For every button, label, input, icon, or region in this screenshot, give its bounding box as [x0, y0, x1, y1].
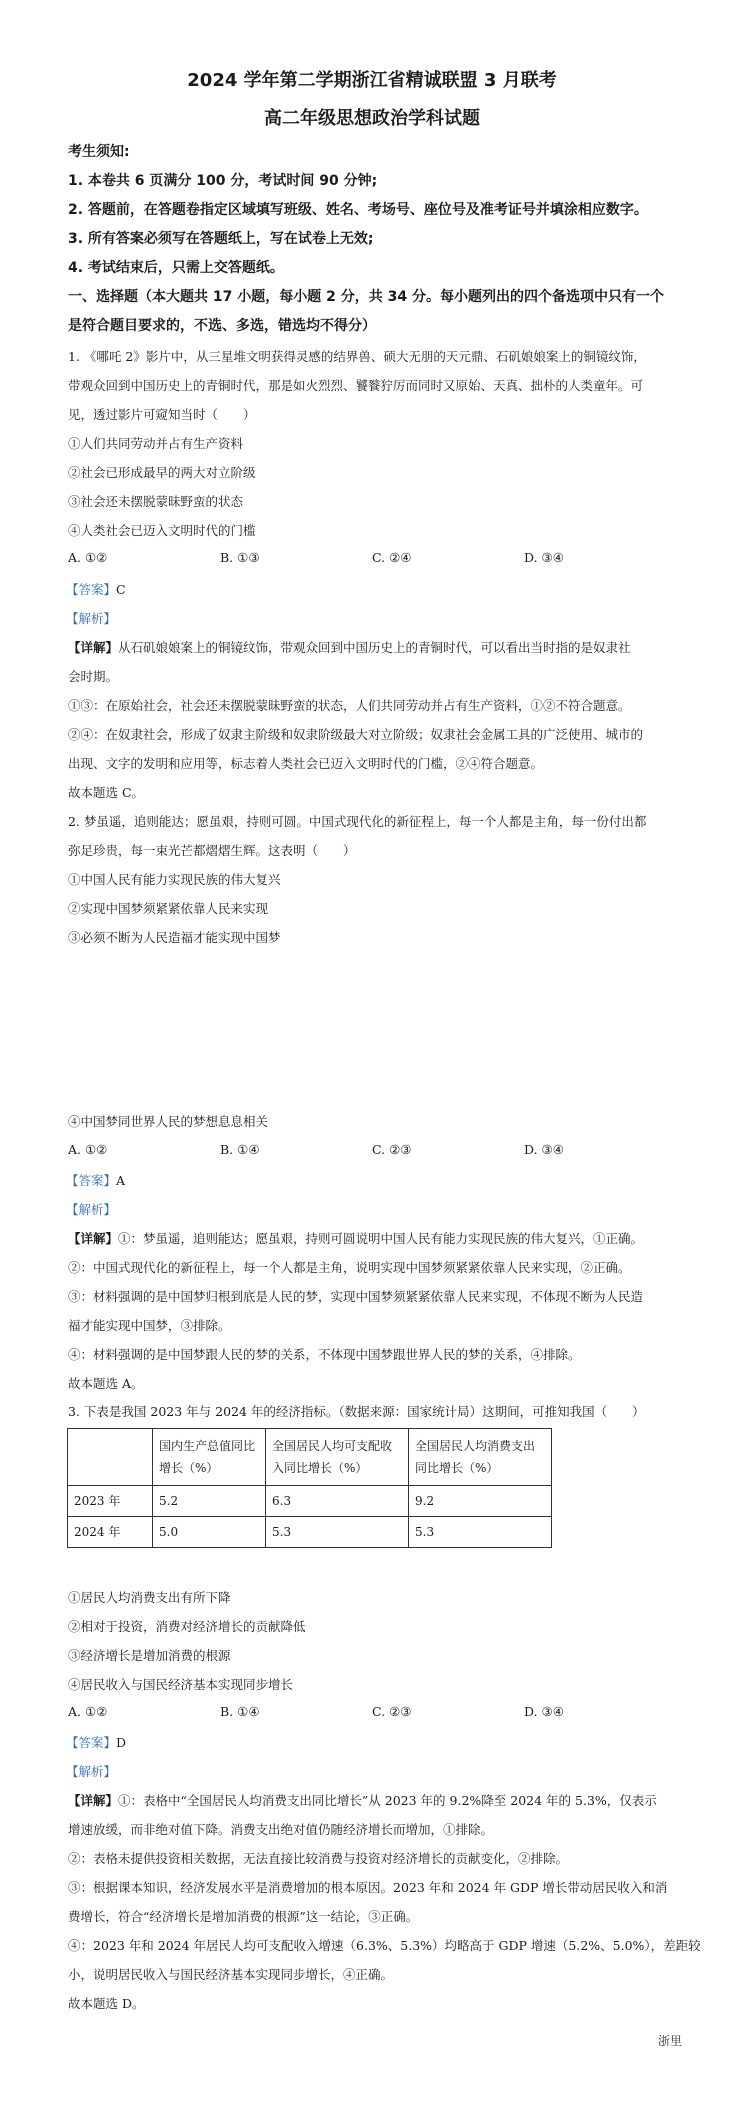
answer-value: C: [116, 582, 126, 597]
q1-answer: [66, 580, 126, 598]
answer-value: A: [116, 1173, 126, 1188]
q3-option-c: C. ②③: [372, 1704, 412, 1719]
table-row: [68, 1517, 552, 1548]
detail-text: 从石矶娘娘案上的铜镜纹饰，带观众回到中国历史上的青铜时代，可以看出当时指的是奴隶社: [118, 640, 631, 655]
q2-stem: 弥足珍贵，每一束光芒都熠熠生辉。这表明（ ）: [68, 843, 356, 858]
section-heading-cont: 是符合题目要求的，不选、多选，错选均不得分）: [68, 318, 376, 334]
q3-detail: 故本题选 D。: [68, 1996, 145, 2011]
q3-detail: 小，说明居民收入与国民经济基本实现同步增长，④正确。: [68, 1967, 394, 1982]
q2-option-b: B. ①④: [220, 1142, 260, 1157]
q2-detail: ④：材料强调的是中国梦跟人民的梦的关系，不体现中国梦跟世界人民的梦的关系，④排除。: [68, 1347, 581, 1362]
table-header-cell: 国内生产总值同比增长（%）: [153, 1429, 266, 1486]
table-cell: 2023 年: [68, 1486, 153, 1517]
q2-detail: ②：中国式现代化的新征程上，每一个人都是主角，说明实现中国梦须紧紧依靠人民来实现，②正确。: [68, 1260, 631, 1275]
q2-item: ②实现中国梦须紧紧依靠人民来实现: [68, 901, 269, 916]
q3-option-b: B. ①④: [220, 1704, 260, 1719]
q1-option-c: C. ②④: [372, 550, 412, 565]
table-header-cell: 全国居民人均可支配收入同比增长（%）: [266, 1429, 409, 1486]
table-header-cell: 全国居民人均消费支出同比增长（%）: [409, 1429, 552, 1486]
table-cell: 5.3: [409, 1517, 552, 1548]
q1-detail: 会时期。: [68, 669, 119, 684]
table-header-row: [68, 1429, 552, 1486]
q1-detail: 出现、文字的发明和应用等，标志着人类社会已迈入文明时代的门槛，②④符合题意。: [68, 756, 544, 771]
detail-tag: 【详解】: [68, 1231, 119, 1246]
table-cell: 5.2: [153, 1486, 266, 1517]
q3-item: ②相对于投资，消费对经济增长的贡献降低: [68, 1619, 306, 1634]
answer-tag: 【答案】: [66, 1173, 117, 1188]
q1-item: ④人类社会已迈入文明时代的门槛: [68, 523, 256, 538]
q1-detail: 故本题选 C。: [68, 785, 145, 800]
q3-item: ③经济增长是增加消费的根源: [68, 1648, 231, 1663]
table-cell: 6.3: [266, 1486, 409, 1517]
q2-item: ①中国人民有能力实现民族的伟大复兴: [68, 872, 281, 887]
q1-detail: ①③：在原始社会，社会还未摆脱蒙昧野蛮的状态，人们共同劳动并占有生产资料，①②不符合题意。: [68, 698, 631, 713]
q2-answer: [66, 1171, 125, 1189]
q2-item: ④中国梦同世界人民的梦想息息相关: [68, 1114, 269, 1129]
q2-option-d: D. ③④: [524, 1142, 564, 1157]
q3-detail: [68, 1791, 657, 1809]
detail-tag: 【详解】: [68, 640, 119, 655]
q2-detail: 故本题选 A。: [68, 1376, 144, 1391]
q3-stem: 3. 下表是我国 2023 年与 2024 年的经济指标。（数据来源：国家统计局）这期间，可推知我国（ ）: [68, 1404, 645, 1419]
detail-tag: 【详解】: [68, 1793, 119, 1808]
q1-item: ①人们共同劳动并占有生产资料: [68, 436, 244, 451]
table-header-cell: [68, 1429, 153, 1486]
q3-item: ④居民收入与国民经济基本实现同步增长: [68, 1677, 294, 1692]
note-item: 2. 答题前，在答题卷指定区域填写班级、姓名、考场号、座位号及准考证号并填涂相应数字。: [68, 202, 648, 218]
q1-stem: 1. 《哪吒 2》影片中，从三星堆文明获得灵感的结界兽、硕大无朋的天元鼎、石矶娘娘案上的铜镜纹饰，: [68, 349, 646, 364]
q1-option-b: B. ①③: [220, 550, 260, 565]
answer-tag: 【答案】: [66, 1735, 117, 1750]
table-row: [68, 1486, 552, 1517]
q1-stem: 见，透过影片可窥知当时（ ）: [68, 407, 256, 422]
q2-stem: 2. 梦虽遥，追则能达；愿虽艰，持则可圆。中国式现代化的新征程上，每一个人都是主角，每一份付出都: [68, 814, 647, 829]
q3-analysis-tag: 【解析】: [66, 1764, 117, 1779]
q1-option-d: D. ③④: [524, 550, 564, 565]
q2-option-c: C. ②③: [372, 1142, 412, 1157]
q2-option-a: A. ①②: [68, 1142, 108, 1157]
q3-option-d: D. ③④: [524, 1704, 564, 1719]
answer-value: D: [116, 1735, 127, 1750]
q3-option-a: A. ①②: [68, 1704, 108, 1719]
q1-option-a: A. ①②: [68, 550, 108, 565]
q2-detail: [68, 1229, 643, 1247]
table-cell: 5.0: [153, 1517, 266, 1548]
table-cell: 5.3: [266, 1517, 409, 1548]
table-cell: 9.2: [409, 1486, 552, 1517]
exam-title: 2024 学年第二学期浙江省精诚联盟 3 月联考: [187, 70, 557, 91]
detail-text: ①：梦虽遥，追则能达；愿虽艰，持则可圆说明中国人民有能力实现民族的伟大复兴，①正确。: [118, 1231, 644, 1246]
q3-detail: ④：2023 年和 2024 年居民人均可支配收入增速（6.3%、5.3%）均略高于 GDP 增速（5.2%、5.0%），差距较: [68, 1938, 701, 1953]
q3-item: ①居民人均消费支出有所下降: [68, 1590, 231, 1605]
q2-analysis-tag: 【解析】: [66, 1202, 117, 1217]
table-cell: 2024 年: [68, 1517, 153, 1548]
q2-item: ③必须不断为人民造福才能实现中国梦: [68, 930, 281, 945]
q3-answer: [66, 1733, 126, 1751]
exam-subtitle: 高二年级思想政治学科试题: [264, 108, 480, 129]
q3-detail: ③：根据课本知识，经济发展水平是消费增加的根本原因。2023 年和 2024 年 GDP 增长带动居民收入和消: [68, 1880, 668, 1895]
q1-item: ③社会还未摆脱蒙昧野蛮的状态: [68, 494, 244, 509]
answer-tag: 【答案】: [66, 582, 117, 597]
note-item: 3. 所有答案必须写在答题纸上，写在试卷上无效;: [68, 231, 374, 247]
q1-detail: ②④：在奴隶社会，形成了奴隶主阶级和奴隶阶级最大对立阶级；奴隶社会金属工具的广泛使用、城市的: [68, 727, 644, 742]
note-item: 4. 考试结束后，只需上交答题纸。: [68, 260, 284, 276]
q1-analysis-tag: 【解析】: [66, 611, 117, 626]
page-footer: 浙里: [657, 2034, 682, 2048]
section-heading: 一、选择题（本大题共 17 小题，每小题 2 分，共 34 分。每小题列出的四个备选项中只有一个: [68, 289, 664, 305]
q2-detail: 福才能实现中国梦，③排除。: [68, 1318, 231, 1333]
notes-heading: 考生须知:: [68, 144, 130, 160]
detail-text: ①：表格中“全国居民人均消费支出同比增长”从 2023 年的 9.2%降至 2024 年的 5.3%，仅表示: [118, 1793, 657, 1808]
q1-stem: 带观众回到中国历史上的青铜时代，那是如火烈烈、饕餮狞厉而同时又原始、天真、拙朴的人类童年。可: [68, 378, 644, 393]
q3-detail: 增速放缓，而非绝对值下降。消费支出绝对值仍随经济增长而增加，①排除。: [68, 1822, 494, 1837]
q1-detail: [68, 638, 631, 656]
note-item: 1. 本卷共 6 页满分 100 分，考试时间 90 分钟;: [68, 173, 378, 189]
q3-detail: 费增长，符合“经济增长是增加消费的根源”这一结论，③正确。: [68, 1909, 419, 1924]
q1-item: ②社会已形成最早的两大对立阶级: [68, 465, 256, 480]
q2-detail: ③：材料强调的是中国梦归根到底是人民的梦，实现中国梦须紧紧依靠人民来实现，不体现不断为人民造: [68, 1289, 644, 1304]
q3-detail: ②：表格未提供投资相关数据，无法直接比较消费与投资对经济增长的贡献变化，②排除。: [68, 1851, 569, 1866]
economic-indicators-table: [67, 1428, 552, 1548]
